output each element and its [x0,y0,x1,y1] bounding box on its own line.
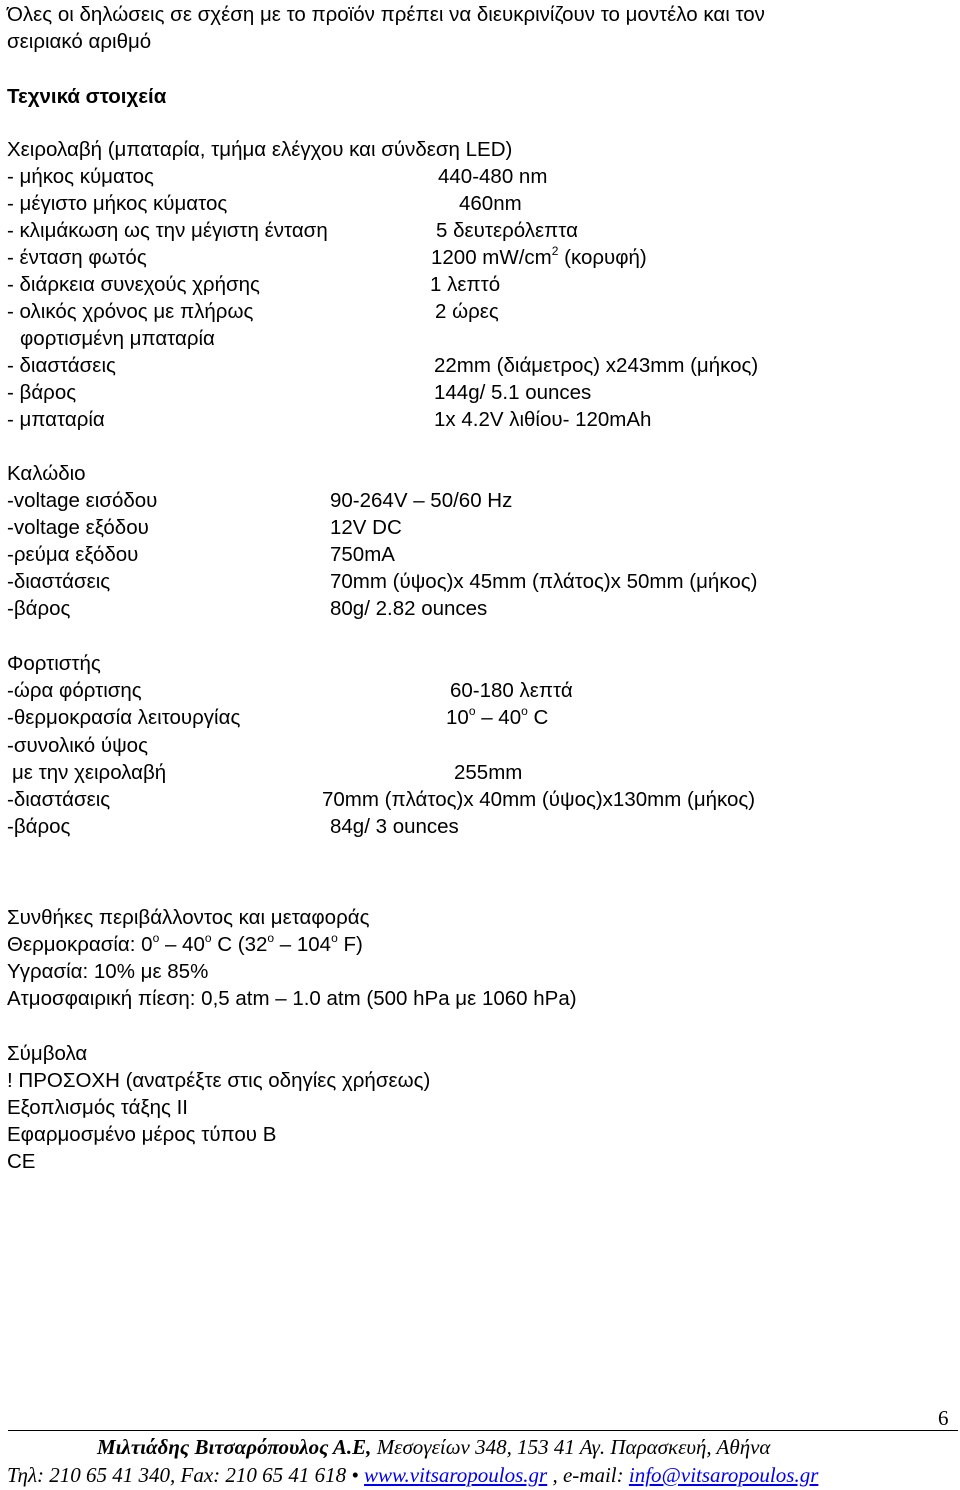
tech-heading: Τεχνικά στοιχεία [7,85,167,108]
symbols-title: Σύμβολα [7,1042,88,1065]
spec-value: 460nm [459,192,522,215]
footer-email-label: , e-mail: [547,1463,629,1487]
handpiece-title: Χειρολαβή (μπαταρία, τμήμα ελέγχου και σύνδεση LED) [7,138,513,161]
spec-label: - διαστάσεις [7,354,116,377]
footer-company: Μιλτιάδης Βιτσαρόπουλος Α.Ε, [97,1435,372,1459]
spec-value: 80g/ 2.82 ounces [330,597,488,620]
spec-label: -ώρα φόρτισης [7,679,142,702]
spec-label: - μπαταρία [7,408,105,431]
footer-email-link[interactable]: info@vitsaropoulos.gr [628,1463,819,1487]
spec-label: -βάρος [7,815,71,838]
spec-value: 1 λεπτό [430,273,501,296]
spec-label: φορτισμένη μπαταρία [20,327,215,350]
footer-contact-line [7,1465,818,1486]
spec-label: -διαστάσεις [7,788,111,811]
spec-label: - μήκος κύματος [7,165,154,188]
spec-label: -συνολικό ύψος [7,734,148,757]
spec-label: -θερμοκρασία λειτουργίας [7,706,241,729]
footer-phones: Τηλ: 210 65 41 340, Fax: 210 65 41 618 • [7,1463,365,1487]
spec-value: 255mm [454,761,523,784]
symbol-item: Εφαρμοσμένο μέρος τύπου Β [7,1123,277,1146]
spec-value: 10$^o$ – 40$^o$ C [446,704,549,729]
environment-humidity: Υγρασία: 10% με 85% [7,960,209,983]
environment-temperature: Θερμοκρασία: 0$^o$ – 40$^o$ C (32$^o$ – 104$^o$ F) [7,931,363,956]
spec-value: 84g/ 3 ounces [330,815,459,838]
spec-value: 750mA [330,543,395,566]
spec-value: 1x 4.2V λιθίου- 120mAh [434,408,652,431]
spec-value: 70mm (πλάτος)x 40mm (ύψος)x130mm (μήκος) [322,788,756,811]
footer-address-line [97,1437,770,1458]
spec-value: 1200 $mW/cm^2$ (κορυφή) [431,244,647,269]
spec-value: 440-480 nm [438,165,548,188]
intro-line-2: σειριακό αριθμό [7,30,152,53]
intro-line-1: Όλες οι δηλώσεις σε σχέση με το προϊόν πρέπει να διευκρινίζουν το μοντέλο και τον [7,3,765,26]
spec-label: - ολικός χρόνος με πλήρως [7,300,254,323]
charger-title: Φορτιστής [7,652,101,675]
spec-label: -βάρος [7,597,71,620]
environment-title: Συνθήκες περιβάλλοντος και μεταφοράς [7,906,370,929]
page-number: 6 [938,1406,949,1430]
spec-value: 144g/ 5.1 ounces [434,381,592,404]
footer-divider [8,1430,958,1431]
spec-value: 5 δευτερόλεπτα [436,219,578,242]
spec-label: -ρεύμα εξόδου [7,543,139,566]
symbol-item: Εξοπλισμός τάξης ΙΙ [7,1096,189,1119]
spec-value: 60-180 λεπτά [450,679,573,702]
spec-label: με την χειρολαβή [12,761,167,784]
symbol-item: ! ΠΡΟΣΟΧΗ (ανατρέξτε στις οδηγίες χρήσεως) [7,1069,431,1092]
environment-pressure: Ατμοσφαιρική πίεση: 0,5 atm – 1.0 atm (500 hPa με 1060 hPa) [7,987,577,1010]
spec-value: 22mm (διάμετρος) x243mm (μήκος) [434,354,759,377]
spec-label: -voltage εισόδου [7,489,158,512]
spec-label: - ένταση φωτός [7,246,147,269]
spec-label: - διάρκεια συνεχούς χρήσης [7,273,260,296]
footer-website-link[interactable]: www.vitsaropoulos.gr [364,1463,548,1487]
spec-value: 70mm (ύψος)x 45mm (πλάτος)x 50mm (μήκος) [330,570,758,593]
spec-label: - κλιμάκωση ως την μέγιστη ένταση [7,219,328,242]
footer-address: Μεσογείων 348, 153 41 Αγ. Παρασκευή, Αθήνα [371,1435,771,1459]
spec-label: - βάρος [7,381,77,404]
spec-label: -διαστάσεις [7,570,111,593]
spec-value: 2 ώρες [435,300,499,323]
cable-title: Καλώδιο [7,462,86,485]
spec-label: -voltage εξόδου [7,516,149,539]
spec-value: 12V DC [330,516,402,539]
symbol-item: CE [7,1150,36,1173]
spec-value: 90-264V – 50/60 Hz [330,489,513,512]
spec-label: - μέγιστο μήκος κύματος [7,192,228,215]
